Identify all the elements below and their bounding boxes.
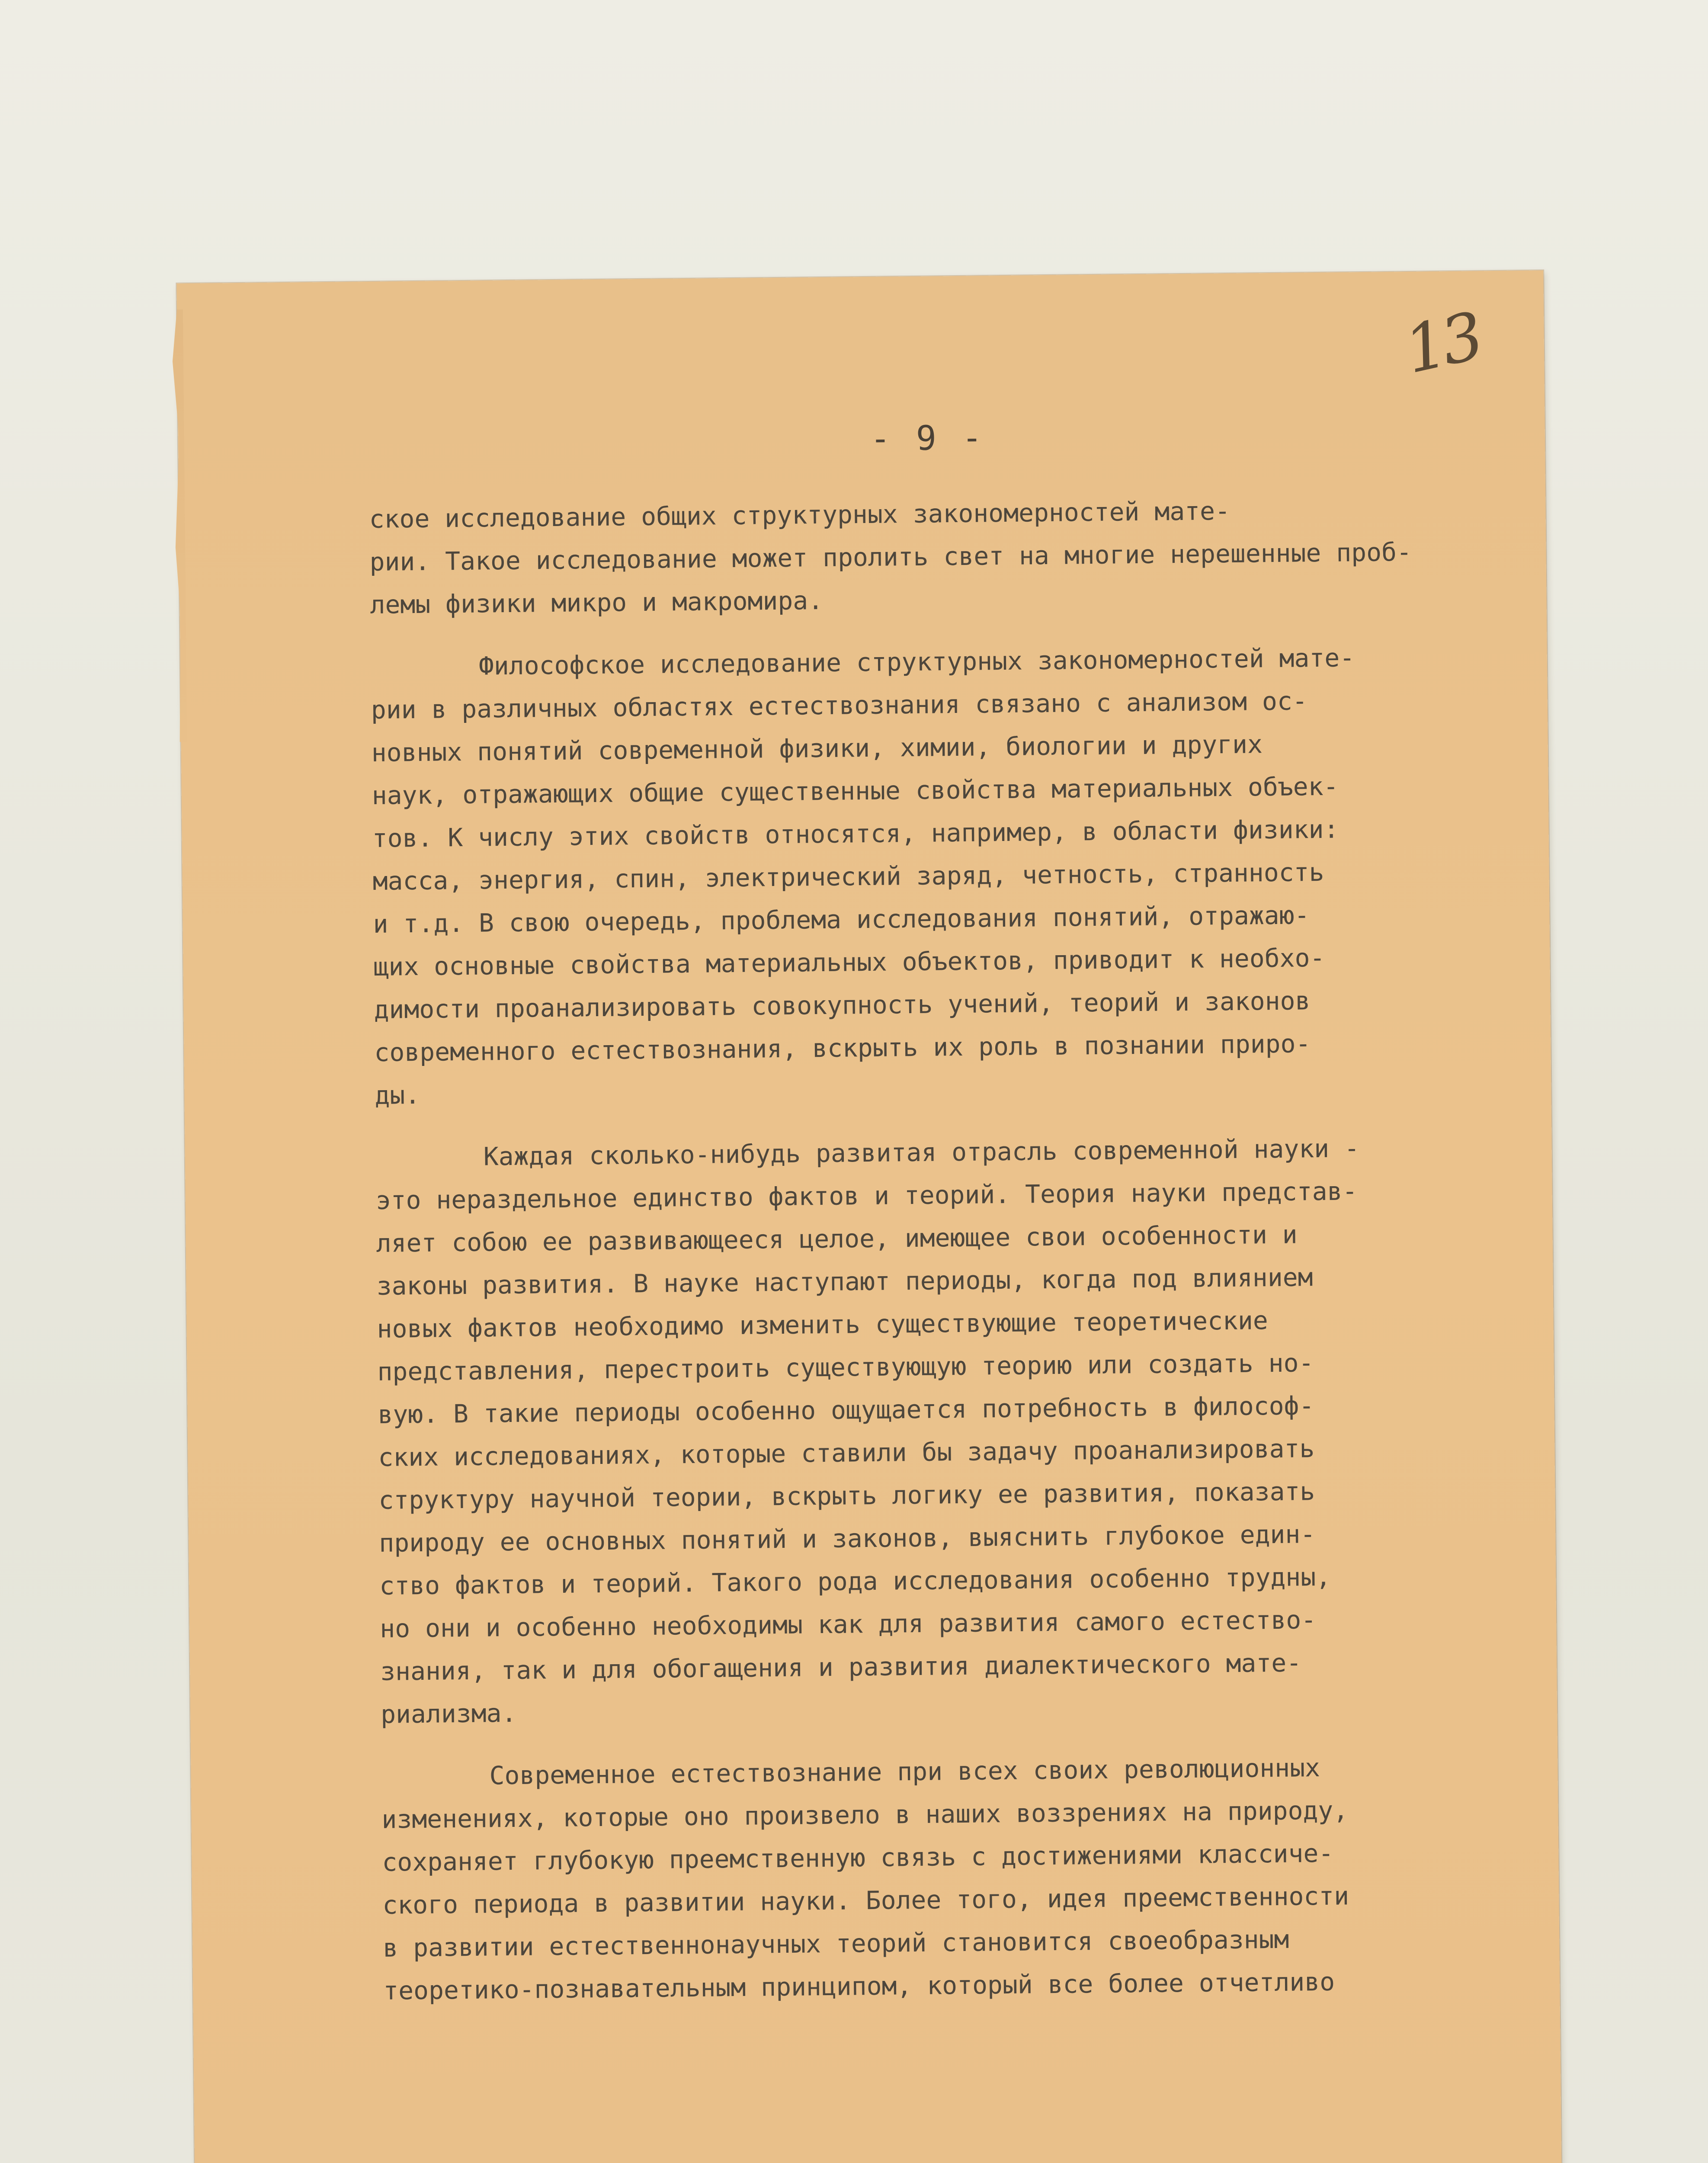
text-line: ское исследование общих структурных закономерностей мате- [369, 496, 1231, 534]
text-line: масса, энергия, спин, электрический заряд, четность, странность [372, 857, 1324, 896]
text-line: сохраняет глубокую преемственную связь с достижениями классиче- [382, 1838, 1334, 1877]
text-line: Современное естествознание при всех своих революционных [489, 1753, 1320, 1791]
text-line: ляет собою ее развивающееся целое, имеющее свои особенности и [376, 1219, 1298, 1258]
text-line: и т.д. В свою очередь, проблема исследования понятий, отражаю- [373, 900, 1310, 939]
text-line: современного естествознания, вскрыть их роль в познании приро- [374, 1029, 1311, 1067]
text-line: вую. В такие периоды особенно ощущается потребность в философ- [378, 1391, 1314, 1429]
text-line: это нераздельное единство фактов и теорий. Теория науки представ- [375, 1176, 1358, 1215]
text-line: в развитии естественнонаучных теорий становится своеобразным [383, 1924, 1289, 1963]
text-line: лемы физики микро и макромира. [370, 585, 824, 620]
text-line: щих основные свойства материальных объектов, приводит к необхо- [373, 943, 1325, 982]
text-line: димости проанализировать совокупность учений, теорий и законов [374, 986, 1311, 1024]
page-number: - 9 - [870, 418, 985, 459]
paragraph-1 [369, 487, 1495, 626]
text-line: но они и особенно необходимы как для развития самого естество- [379, 1605, 1317, 1643]
paragraph-4 [381, 1745, 1508, 2012]
text-line: наук, отражающих общие существенные свойства материальных объек- [372, 771, 1339, 810]
text-line: тов. К числу этих свойств относятся, например, в области физики: [372, 814, 1339, 853]
text-line: рии. Такое исследование может пролить свет на многие нерешенные проб- [369, 537, 1412, 577]
text-line: новных понятий современной физики, химии, биологии и других [371, 729, 1263, 767]
body-text [369, 487, 1508, 2012]
text-line: теоретико-познавательным принципом, который все более отчетливо [383, 1967, 1335, 2006]
text-line: новых фактов необходимо изменить существующие теоретические [377, 1306, 1269, 1344]
text-line: представления, перестроить существующую теорию или создать но- [377, 1348, 1314, 1386]
paragraph-2 [370, 635, 1499, 1117]
paragraph-3 [375, 1126, 1505, 1736]
text-line: ды. [375, 1080, 420, 1110]
text-line: изменениях, которые оно произвело в наших воззрениях на природу, [381, 1795, 1349, 1834]
text-line: ского периода в развитии науки. Более того, идея преемственности [382, 1881, 1349, 1920]
text-line: знания, так и для обогащения и развития диалектического мате- [380, 1648, 1302, 1686]
text-line: ство фактов и теорий. Такого рода исследования особенно трудны, [379, 1562, 1331, 1601]
text-line: природу ее основных понятий и законов, выяснить глубокое един- [379, 1519, 1316, 1558]
text-line: Философское исследование структурных закономерностей мате- [478, 643, 1355, 681]
text-line: риализма. [380, 1698, 517, 1729]
typewritten-page [176, 270, 1562, 2163]
handwritten-folio-number: 13 [1398, 298, 1487, 388]
text-line: Каждая сколько-нибудь развитая отрасль современной науки - [483, 1133, 1360, 1171]
text-line: законы развития. В науке наступают периоды, когда под влиянием [376, 1262, 1313, 1301]
text-line: ских исследованиях, которые ставили бы задачу проанализировать [378, 1434, 1315, 1472]
text-line: структуру научной теории, вскрыть логику ее развития, показать [378, 1476, 1315, 1515]
text-line: рии в различных областях естествознания связано с анализом ос- [371, 686, 1308, 725]
